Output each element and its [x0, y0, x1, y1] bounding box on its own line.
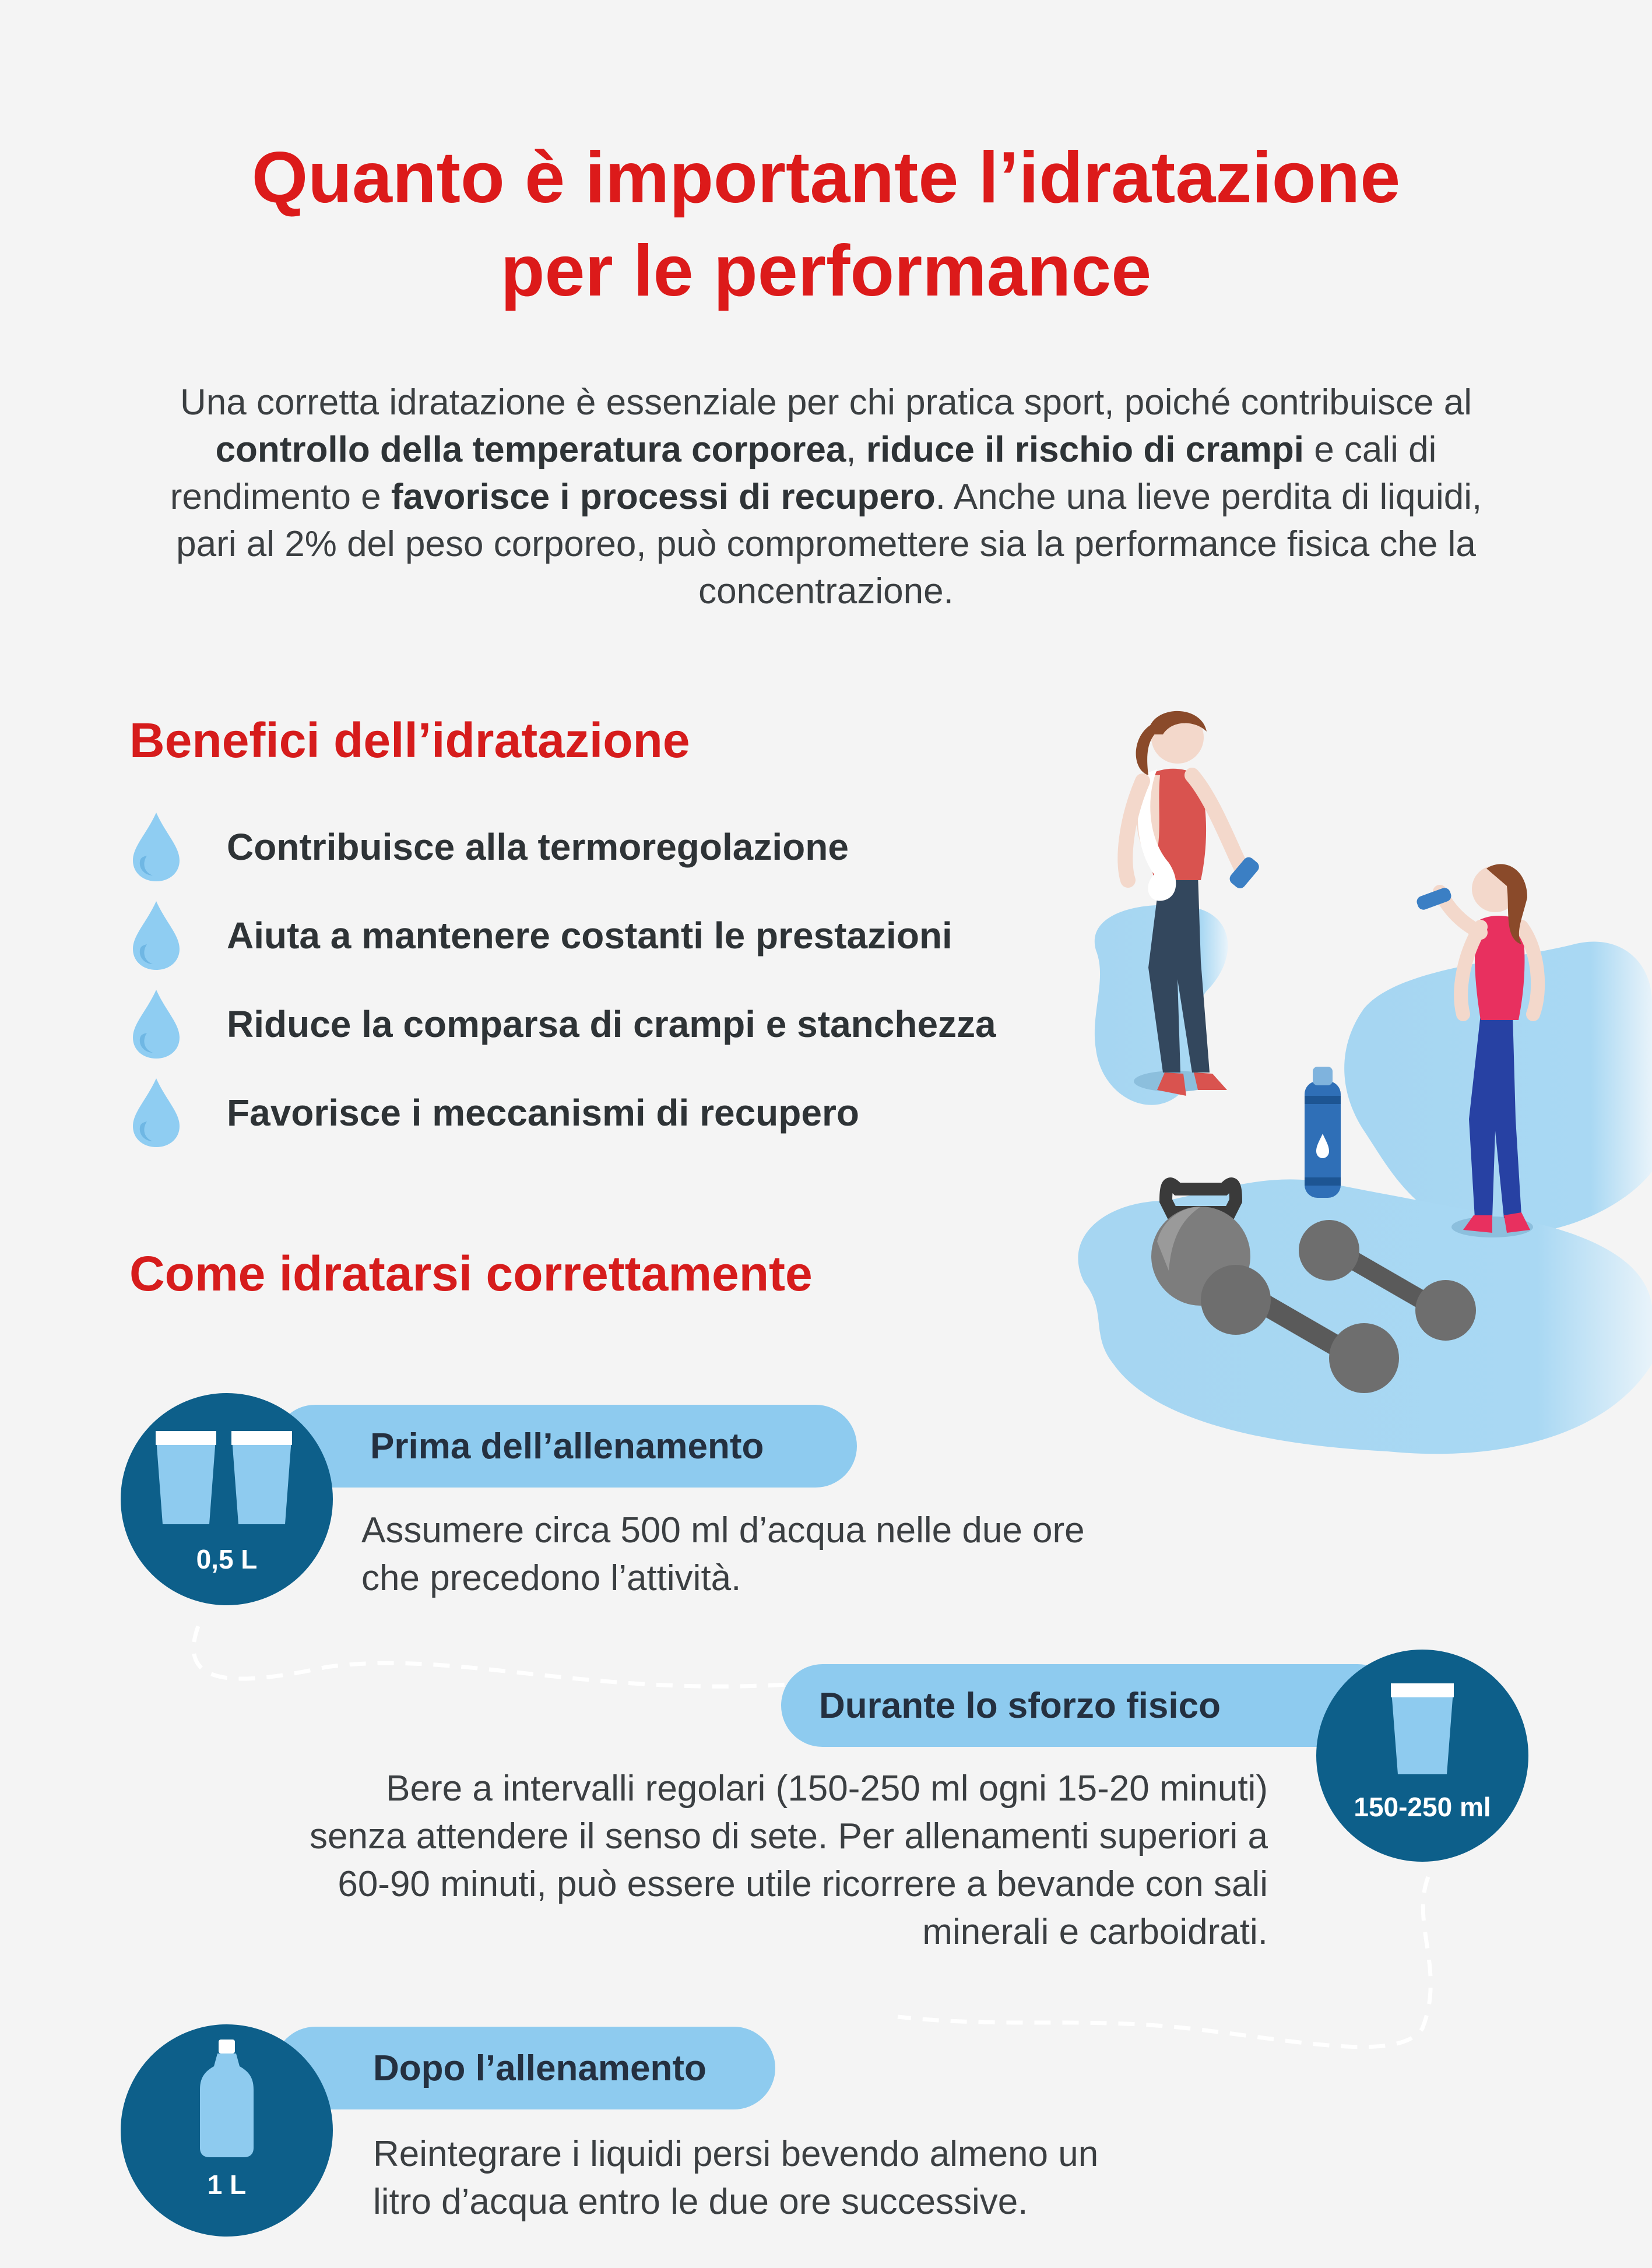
step-text-line: minerali e carboidrati. — [922, 1912, 1268, 1952]
step-text-line: Reintegrare i liquidi persi bevendo almeno un — [373, 2134, 1099, 2174]
step-text-after — [373, 2130, 1247, 2226]
benefit-label: Riduce la comparsa di crampi e stanchezza — [227, 1003, 996, 1045]
benefit-item — [129, 986, 1120, 1062]
step-circle-after — [121, 2024, 333, 2237]
step-text-line: litro d’acqua entro le due ore successive. — [373, 2182, 1028, 2222]
benefit-label: Contribuisce alla termoregolazione — [227, 826, 849, 868]
step-text-before — [361, 1507, 1236, 1602]
fitness-illustration — [1061, 688, 1652, 1469]
benefit-item — [129, 809, 1120, 885]
step-text-during — [117, 1765, 1268, 1956]
step-title-pill-during — [781, 1664, 1399, 1747]
water-drop-icon — [129, 899, 183, 972]
step-title-pill-after — [274, 2027, 775, 2109]
step-text-line: Bere a intervalli regolari (150-250 ml ogni 15-20 minuti) — [386, 1768, 1268, 1809]
title-line-2: per le performance — [500, 231, 1152, 311]
water-glass-icon — [1387, 1680, 1457, 1779]
step-title-pill-before — [274, 1405, 857, 1488]
water-drop-icon — [129, 810, 183, 884]
amount-label-after: 1 L — [207, 2169, 247, 2200]
step-text-line: senza attendere il senso di sete. Per allenamenti superiori a — [310, 1816, 1268, 1856]
benefit-item — [129, 898, 1120, 973]
step-title-during: Durante lo sforzo fisico — [819, 1685, 1221, 1726]
amount-label-during: 150-250 ml — [1354, 1792, 1491, 1822]
step-title-after: Dopo l’allenamento — [373, 2048, 707, 2088]
intro-text: e cali di rendimento e — [170, 430, 1437, 517]
intro-text: . Anche una lieve perdita di liquidi, pari al 2% del peso corporeo, può compromettere sia la performance fisica che la concentrazione. — [176, 477, 1482, 611]
intro-text: Una corretta idratazione è essenziale per chi pratica sport, poiché contribuisce al — [180, 382, 1472, 423]
page-title — [0, 131, 1652, 318]
intro-bold: favorisce i processi di recupero — [391, 477, 936, 517]
howto-heading: Come idratarsi correttamente — [129, 1246, 813, 1301]
benefits-heading: Benefici dell’idratazione — [129, 713, 690, 768]
intro-bold: controllo della temperatura corporea — [215, 430, 846, 470]
intro-bold: riduce il rischio di crampi — [866, 430, 1304, 470]
benefit-item — [129, 1075, 1120, 1151]
intro-text: , — [846, 430, 866, 470]
step-text-line: che precedono l’attività. — [361, 1558, 741, 1598]
water-drop-icon — [129, 987, 183, 1061]
title-line-1: Quanto è importante l’idratazione — [251, 138, 1401, 218]
amount-label-before: 0,5 L — [196, 1544, 258, 1574]
step-text-line: Assumere circa 500 ml d’acqua nelle due ore — [361, 1510, 1085, 1550]
step-circle-before — [121, 1393, 333, 1605]
water-bottle-icon — [198, 2037, 256, 2160]
water-glasses-icon — [151, 1425, 303, 1542]
water-drop-icon — [129, 1076, 183, 1149]
step-title-before: Prima dell’allenamento — [370, 1426, 764, 1467]
benefit-label: Favorisce i meccanismi di recupero — [227, 1092, 859, 1134]
benefit-label: Aiuta a mantenere costanti le prestazioni — [227, 915, 952, 957]
step-circle-during — [1316, 1650, 1528, 1862]
intro-paragraph — [140, 379, 1512, 615]
step-text-line: 60-90 minuti, può essere utile ricorrere a bevande con sali — [338, 1864, 1268, 1904]
